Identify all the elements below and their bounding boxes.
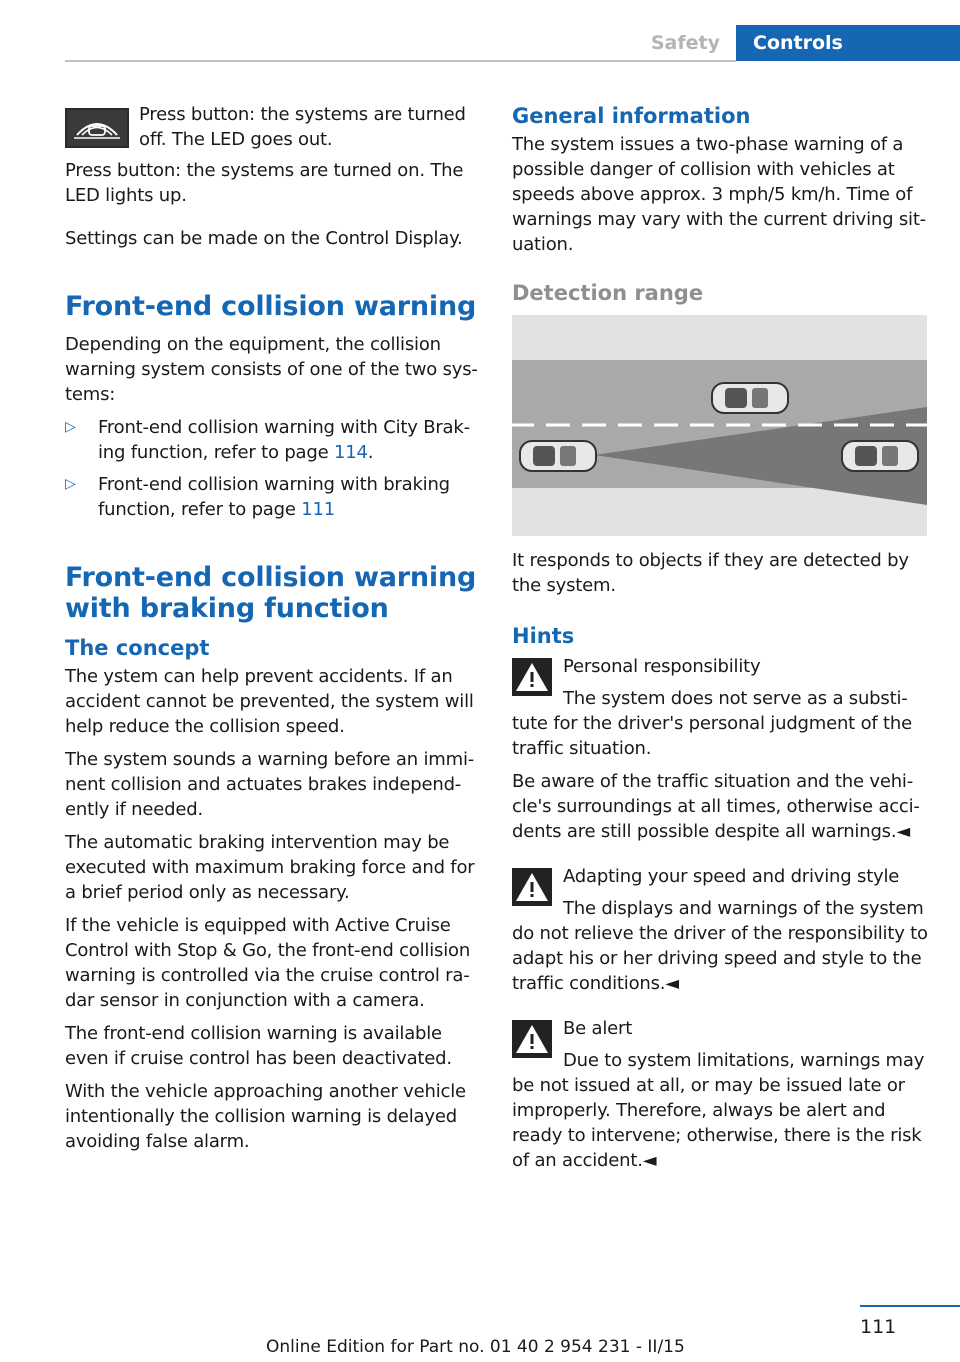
page-number: 111 [860, 1316, 897, 1338]
warning-adapting-speed [512, 864, 930, 996]
heading-general-information: General information [512, 104, 751, 128]
warning-triangle-icon [512, 868, 552, 906]
car-ahead-icon [712, 383, 788, 413]
settings-text: Settings can be made on the Control Display. [65, 228, 463, 249]
triangle-bullet-icon: ▷ [65, 419, 76, 435]
button-off-text: Press button: the systems are turned off. The LED goes out. [139, 104, 466, 150]
concept-paragraph: If the vehicle is equipped with Active Cruise Control with Stop & Go, the front-end collision warning is controlled via the cruise control ra‐ dar sensor in conjunction with a camera. [65, 915, 471, 1011]
warning-body: Due to system limitations, warnings may be not issued at all, or may be issued late or improperly. Therefore, always be alert and ready to intervene; otherwise, there is the risk of an accident.◄ [512, 1050, 925, 1171]
detection-range-illustration [512, 315, 927, 536]
list-item: ▷ Front-end collision warning with City Brak‐ ing function, refer to page 114. [65, 417, 470, 463]
tab-controls[interactable]: Controls [736, 25, 960, 61]
right-column [512, 102, 930, 1173]
concept-paragraph: With the vehicle approaching another vehicle intentionally the collision warning is delayed avoiding false alarm. [65, 1081, 466, 1152]
warning-be-alert [512, 1016, 930, 1173]
footer-rule [860, 1305, 960, 1307]
responds-text: It responds to objects if they are detected by the system. [512, 550, 909, 596]
header-rule [65, 60, 736, 62]
button-description [65, 102, 480, 152]
list-item: ▷ Front-end collision warning with braking function, refer to page 111 [65, 474, 450, 520]
heading-front-end-collision-warning: Front-end collision warning [65, 291, 477, 322]
warning-triangle-icon [512, 1020, 552, 1058]
button-on-text: Press button: the systems are turned on. The LED lights up. [65, 160, 464, 206]
car-adjacent-icon [842, 441, 918, 471]
depending-text: Depending on the equipment, the collision warning system consists of one of the two sys‐ tems: [65, 334, 478, 405]
concept-paragraph: The ystem can help prevent accidents. If an accident cannot be prevented, the system will help reduce the collision speed. [65, 666, 474, 737]
heading-concept: The concept [65, 636, 210, 660]
page-ref-link[interactable]: 111 [301, 499, 336, 520]
warning-body: The displays and warnings of the system do not relieve the driver of the responsibility to adapt his or her driving speed and style to the traffic conditions.◄ [512, 898, 928, 994]
warning-triangle-icon [512, 658, 552, 696]
warning-body: The system does not serve as a substi‐ tute for the driver's personal judgment of the traffic situation. [512, 688, 912, 759]
warning-personal-responsibility [512, 654, 930, 844]
warning-title: Adapting your speed and driving style [563, 866, 900, 887]
triangle-bullet-icon: ▷ [65, 476, 76, 492]
heading-hints: Hints [512, 624, 575, 648]
page-ref-link[interactable]: 114 [334, 442, 368, 463]
warning-title: Be alert [563, 1018, 633, 1039]
edition-footer: Online Edition for Part no. 01 40 2 954 231 - II/15 [266, 1337, 685, 1357]
heading-detection-range: Detection range [512, 281, 704, 305]
own-car-icon [520, 441, 596, 471]
warning-title: Personal responsibility [563, 656, 761, 677]
concept-paragraph: The automatic braking intervention may be executed with maximum braking force and for a brief period only as necessary. [65, 832, 475, 903]
collision-warning-button-icon [65, 108, 129, 148]
tab-safety[interactable]: Safety [650, 32, 720, 54]
concept-paragraph: The front-end collision warning is available even if cruise control has been deactivated. [65, 1023, 452, 1069]
general-paragraph: The system issues a two-phase warning of a possible danger of collision with vehicles at speeds above approx. 3 mph/5 km/h. Time of warnings may vary with the current driving sit‐ uation. [512, 134, 926, 255]
concept-paragraph: The system sounds a warning before an immi‐ nent collision and actuates brakes independ‐ ently if needed. [65, 749, 475, 820]
warning-body: Be aware of the traffic situation and the vehi‐ cle's surroundings at all times, otherwise acci‐ dents are still possible despite all warnings.◄ [512, 771, 920, 842]
left-column [65, 102, 480, 1162]
heading-braking-function: Front-end collision warning with braking function [65, 562, 477, 624]
